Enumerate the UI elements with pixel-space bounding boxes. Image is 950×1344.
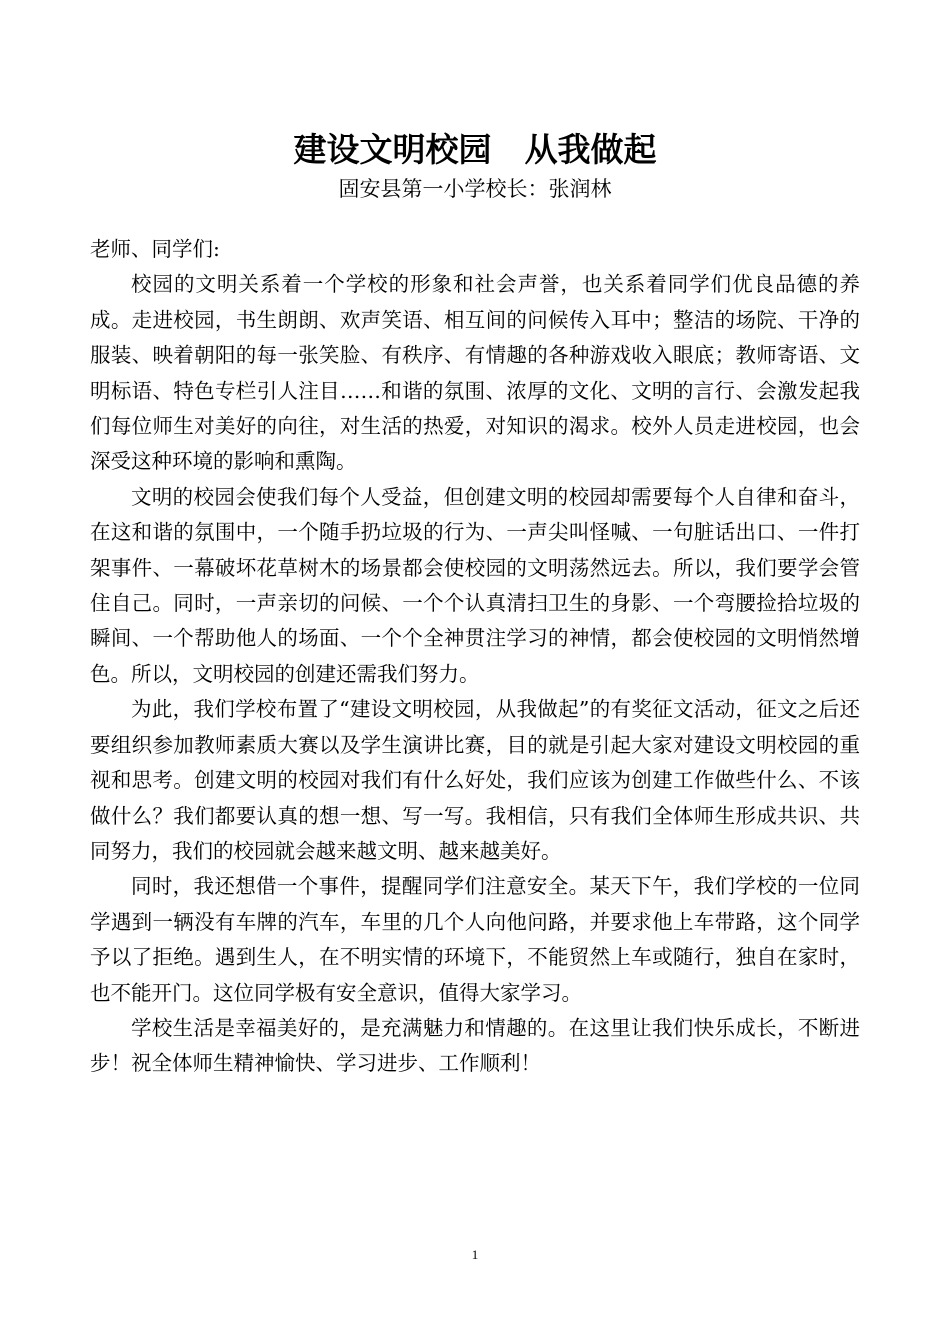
document-body <box>90 232 860 1082</box>
document-subtitle: 固安县第一小学校长：张润林 <box>338 177 612 201</box>
paragraph: 学校生活是幸福美好的，是充满魅力和情趣的。在这里让我们快乐成长，不断进步！祝全体师生精神愉快、学习进步、工作顺利！ <box>90 1015 860 1076</box>
paragraph: 校园的文明关系着一个学校的形象和社会声誉，也关系着同学们优良品德的养成。走进校园，书生朗朗、欢声笑语、相互间的问候传入耳中；整洁的场院、干净的服装、映着朝阳的每一张笑脸、有秩序、有情趣的各种游戏收入眼底；教师寄语、文明标语、特色专栏引人注目……和谐的氛围、浓厚的文化、文明的言行、会激发起我们每位师生对美好的向往，对生活的热爱，对知识的渴求。校外人员走进校园，也会深受这种环境的影响和熏陶。 <box>90 272 860 474</box>
salutation: 老师、同学们: <box>90 237 220 261</box>
page-number: 1 <box>471 1247 479 1262</box>
document-title: 建设文明校园 从我做起 <box>293 130 657 169</box>
paragraph: 文明的校园会使我们每个人受益，但创建文明的校园却需要每个人自律和奋斗，在这和谐的氛围中，一个随手扔垃圾的行为、一声尖叫怪喊、一句脏话出口、一件打架事件、一幕破坏花草树木的场景都会使校园的文明荡然远去。所以，我们要学会管住自己。同时，一声亲切的问候、一个个认真清扫卫生的身影、一个弯腰捡拾垃圾的瞬间、一个帮助他人的场面、一个个全神贯注学习的神情，都会使校园的文明悄然增色。所以，文明校园的创建还需我们努力。 <box>90 484 860 686</box>
paragraph: 同时，我还想借一个事件，提醒同学们注意安全。某天下午，我们学校的一位同学遇到一辆没有车牌的汽车，车里的几个人向他问路，并要求他上车带路，这个同学予以了拒绝。遇到生人，在不明实情的环境下，不能贸然上车或随行，独自在家时，也不能开门。这位同学极有安全意识，值得大家学习。 <box>90 874 860 1005</box>
paragraph: 为此，我们学校布置了“建设文明校园，从我做起”的有奖征文活动，征文之后还要组织参加教师素质大赛以及学生演讲比赛，目的就是引起大家对建设文明校园的重视和思考。创建文明的校园对我们有什么好处，我们应该为创建工作做些什么、不该做什么？我们都要认真的想一想、写一写。我相信，只有我们全体师生形成共识、共同努力，我们的校园就会越来越文明、越来越美好。 <box>90 697 860 863</box>
